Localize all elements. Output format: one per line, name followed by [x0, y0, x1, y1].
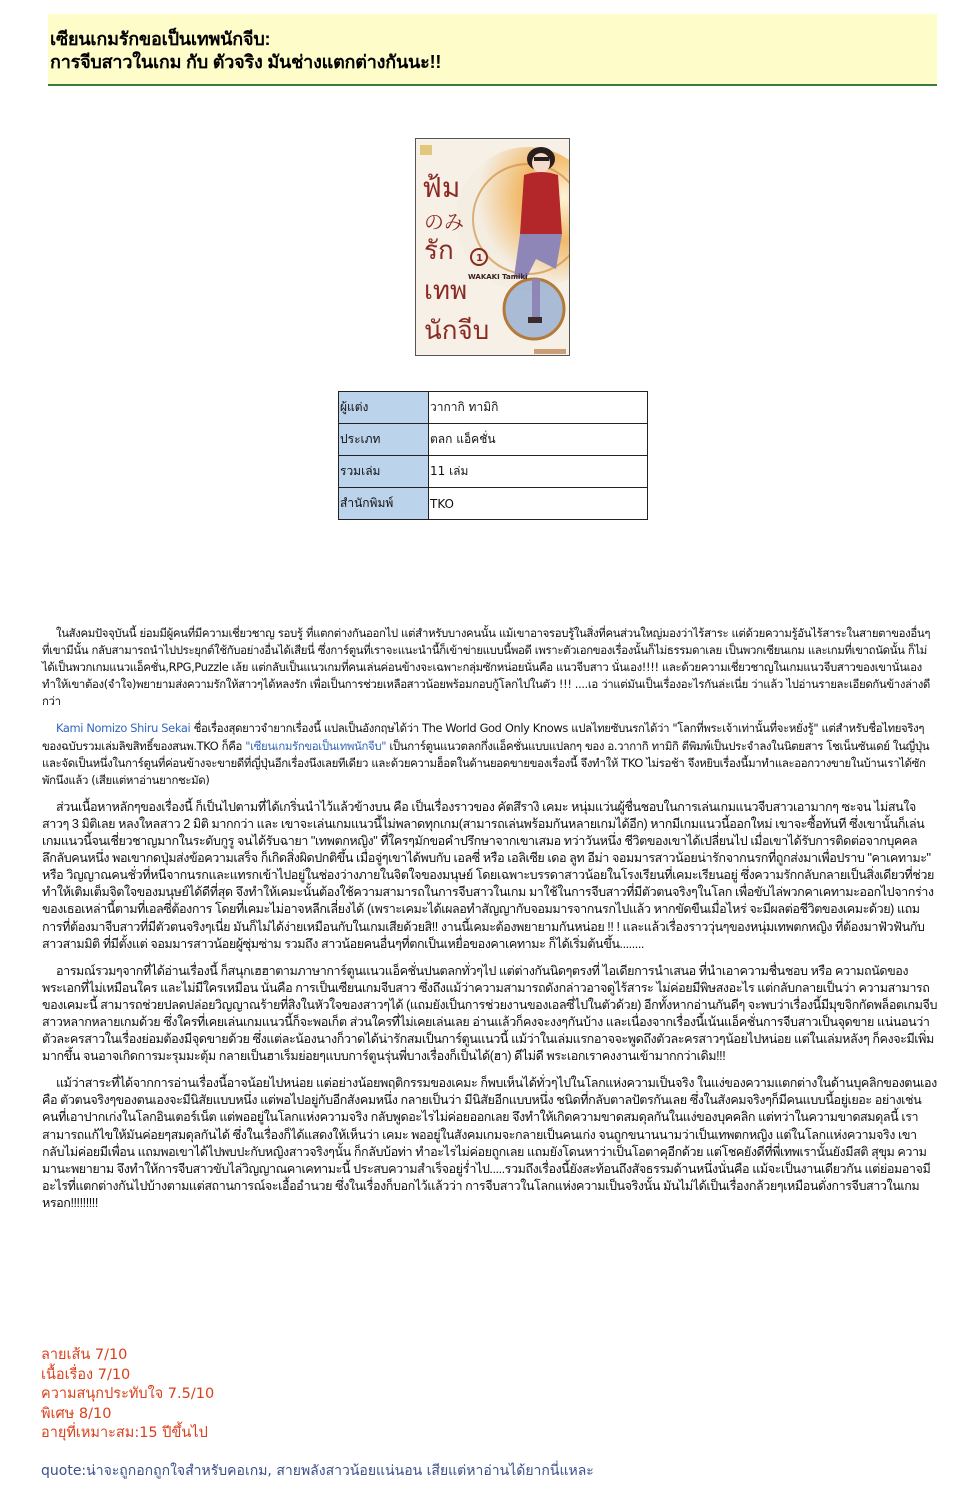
svg-text:ฟ้ม: ฟ้ม: [422, 171, 461, 204]
score-special: พิเศษ 8/10: [41, 1405, 112, 1422]
score-enjoyment: ความสนุกประทับใจ 7.5/10: [41, 1386, 215, 1403]
review-quote: quote:น่าจะถูกอกถูกใจสำหรับคอเกม, สายพลังสาวน้อยแน่นอน เสียแต่หาอ่านได้ยากนี่แหละ: [41, 1463, 594, 1479]
manga-cover-image: [415, 138, 570, 356]
svg-text:เทพ: เทพ: [424, 276, 468, 306]
paragraph-impression: อารมณ์รวมๆจากที่ได้อ่านเรื่องนี้ ก็สนุกเฮฮาตามภาษาการ์ตูนแนวแอ็คชั่นปนตลกทั่วๆไป แต่ต่างกันนิดๆตรงที่ ไอเดียการนำเสนอ ที่นำเอาความชื่นชอบ หรือ ความถนัดของพระเอกที่ไม่เหมือนใคร และไม่มีใครเหมือน นั่นคือ การเป็นเซียนเกมจีบสาว ซึ่งถึงแม้ว่าความสามารถดังกล่าวอาจดูไร้สาระ ไม่ค่อยมีพิษสงอะไร แต่กลับกลายเป็นว่า ความสามารถของเคมะนี้ สามารถช่วยปลดปล่อยวิญญาณร้ายที่สิงในหัวใจของสาวๆได้ (แถมยังเป็นการช่วยงานของเอลซี่ไปในตัวด้วย) อีกทั้งหากอ่านกันดีๆ จะพบว่าเรื่องนี้มีมุขจิกกัดพล็อตเกมจีบสาวหลากหลายเกมด้วย ซึ่งใครที่เคยเล่นเกมแนวนี้ก็จะพอเก็ต ส่วนใครที่ไม่เคยเล่นเลย อ่านแล้วก็คงจะงงๆกันบ้าง และเนื่องจากเรื่องนี้เน้นแอ็คชั่นการจีบสาวเป็นจุดขาย แน่นอนว่า ตัวละครสาวในเรื่องย่อมต้องมีจุดขายด้วย ซึ่งแต่ละน้องนางก็วาดได้น่ารักสมเป็นการ์ตูนแนวนี้ แม้ว่าในเล่มแรกอาจจะพูดถึงตัวละครสาวๆน้อยไปหน่อย แต่ในเล่มหลังๆ ก็คงจะมีเพิ่มมากขึ้น จนอาจเกิดการมะรุมมะตุ้ม กลายเป็นฮาเร็มย่อยๆแบบการ์ตูนรุ่นพี่บางเรื่องก็เป็นได้(ฮา) ดีไม่ดี พระเอกเราคงงานเข้ามากกว่าเดิม!!!: [42, 963, 938, 1064]
manga-info-table: [338, 391, 648, 520]
score-art: ลายเส้น 7/10: [41, 1347, 128, 1363]
info-value-genre: ตลก แอ็คชั่น: [429, 424, 648, 456]
info-value-volumes: 11 เล่ม: [429, 456, 648, 488]
paragraph-synopsis: ส่วนเนื้อหาหลักๆของเรื่องนี้ ก็เป็นไปตามที่ได้เกริ่นนำไว้แล้วข้างบน คือ เป็นเรื่องราวของ คัตสึรางิ เคมะ หนุ่มแว่นผู้ชื่นชอบในการเล่นเกมแนวจีบสาวเอามากๆ ซะจน ไม่สนใจสาวๆ 3 มิติเลย หลงใหลสาว 2 มิติ มากกว่า และ เขาจะเล่นเกมแนวนี้ไม่พลาดทุกเกม(สามารถเล่นพร้อมกันหลายเกมได้อีก) หากมีเกมแนวนี้ออกใหม่ เขาจะซื้อทันที ซึ่งเขานั้นก็เล่นเกมแนวนี้จนเชี่ยวชาญมากในระดับกูรู จนได้รับฉายา "เทพตกหญิง" ที่ใครๆมักขอคำปรึกษาจากเขาเสมอ ทว่าวันหนึ่ง ชีวิตของเขาได้เปลี่ยนไป เมื่อเขาได้รับการติดต่อจากบุคคลลึกลับคนหนึ่ง พอเขากดปุ่มส่งข้อความเสร็จ ก็เกิดสิ่งผิดปกติขึ้น เมื่อจู่ๆเขาได้พบกับ เอลซี่ หรือ เอลิเซีย เดอ ลูท อีม่า จอมมารสาวน้อยน่ารักจากนรกที่ถูกส่งมาเพื่อปราบ "คาเคทามะ" หรือ วิญญาณคนชั่วที่หนีจากนรกและแทรกเข้าไปอยู่ในช่องว่างภายในจิตใจของมนุษย์ โดยเฉพาะบรรดาสาวน้อยในโรงเรียนที่เคมะเรียนอยู่ ซึ่งความรักกลับกลายเป็นสิ่งเดียวที่ช่วยทำให้เติมเต็มจิตใจของมนุษย์ได้ดีที่สุด จึงทำให้เคมะนั้นต้องใช้ความสามารถในการจีบสาวในเกม มาใช้ในการจีบสาวที่มีตัวตนจริงๆในโลก เพื่อขับไล่พวกคาเคทามะออกไปจากร่างของเธอเหล่านี้ตามที่เอลซี่ต้องการ โดยที่เคมะไม่อาจหลีกเลี่ยงได้ (เพราะเคมะได้เผลอทำสัญญากับจอมมารจากนรกไปแล้ว หากขัดขืนเมื่อไหร่ จะมีผลต่อชีวิตของเคมะด้วย) แถมการที่ต้องมาจีบสาวที่มีตัวตนจริงๆเนี่ย มันก็ไม่ได้ง่ายเหมือนกับในเกมเสียด้วยสิ!! งานนี้เคมะต้องพยายามกันหน่อย !! ! และแล้วเรื่องราววุ่นๆของหนุ่มเทพตกหญิง ที่ต้องมาฟัวฟันกับสาวสามมิติ ที่มีตั้งแต่ จอมมารสาวน้อยผู้ซุ่มซ่าม รวมถึง สาวน้อยคนอื่นๆที่ตกเป็นเหยื่อของคาเคทามะ ก็ได้เริ่มต้นขึ้น........: [42, 799, 934, 951]
paragraph-intro: ในสังคมปัจจุบันนี้ ย่อมมีผู้คนที่มีความเชี่ยวชาญ รอบรู้ ที่แตกต่างกันออกไป แต่สำหรับบางคนนั้น แม้เขาอาจรอบรู้ในสิ่งที่คนส่วนใหญ่มองว่าไร้สาระ แต่ด้วยความรู้อันไร้สาระในสายตาของอื่นๆ ที่เขามีนั้น กลับสามารถนำไปประยุกต์ใช้กับอย่างอื่นได้เสียนี่ ซึ่งการ์ตูนที่เราจะแนะนำนี้ก็เข้าข่ายแบบนี้พอดี เพราะตัวเอกของเรื่องนั้นก็ไม่ธรรมดาเลย เป็นพวกเซียนเกม และเกมที่เขาถนัดนั้น ก็ไม่ได้เป็นพวกเกมแนวแอ็คชั่น,RPG,Puzzle เล้ย แต่กลับเป็นแนวเกมที่คนเล่นค่อนข้างจะเฉพาะกลุ่มซักหน่อยนั่นคือ แนวจีบสาว นั่นเอง!!!! และด้วยความเชี่ยวชาญในเกมแนวจีบสาวของเขานั่นเอง ทำให้เขาต้อง(จำใจ)พยายามส่งความรักให้สาวๆได้หลงรัก เพื่อเป็นการช่วยเหลือสาวน้อยพร้อมกอบกู้โลกไปในตัว !!! ....เอ ว่าแต่มันเป็นเรื่องอะไรกันล่ะเนี่ย ว่าแล้ว ไปอ่านรายละเอียดกันข้างล่างดีกว่า: [42, 626, 931, 709]
paragraph-title-info: [42, 720, 937, 788]
table-row: [339, 424, 648, 456]
table-row: [339, 456, 648, 488]
original-title-link[interactable]: Kami Nomizo Shiru Sekai: [56, 721, 191, 736]
cover-author-caption: WAKAKI Tamiki: [468, 273, 528, 281]
svg-text:のみ: のみ: [424, 210, 464, 234]
score-story: เนื้อเรื่อง 7/10: [41, 1366, 131, 1383]
page-title-line-2: การจีบสาวในเกม กับ ตัวจริง มันช่างแตกต่างกันนะ!!: [50, 52, 442, 72]
article-title-box: [48, 14, 937, 86]
info-label-volumes: รวมเล่ม: [339, 456, 429, 488]
svg-text:นักจีบ: นักจีบ: [424, 316, 490, 346]
info-value-publisher: TKO: [429, 488, 648, 520]
info-label-author: ผู้แต่ง: [339, 392, 429, 424]
suitable-age: อายุที่เหมาะสม:15 ปีขึ้นไป: [41, 1425, 208, 1442]
review-scores: [41, 1346, 214, 1444]
cover-volume-number: 1: [476, 253, 483, 264]
paragraph-text: เป็นการ์ตูนแนวตลกกึ่งแอ็คชั่นแบบแปลกๆ ของ อ.วากากิ ทามิกิ ตีพิมพ์เป็นประจำลงในนิตยสาร โชเน็นซันเดย์ ในญี่ปุ่น และจัดเป็นหนึ่งในการ์ตูนที่ค่อนข้างจะขายดีที่ญี่ปุ่นอีกเรื่องนึงเลยทีเดียว และด้วยความฮ็อตในด้านยอดขายของเรื่องนี้ จึงทำให้ TKO ไม่รอช้า จึงหยิบเรื่องนี้มาทำและออกวางขายในบ้านเราได้ซักพักนึงแล้ว (เสียแต่หาอ่านยากชะมัด): [42, 738, 930, 787]
thai-title-link[interactable]: "เซียนเกมรักขอเป็นเทพนักจีบ": [245, 738, 387, 753]
table-row: [339, 488, 648, 520]
manga-cover-illustration: [416, 139, 570, 356]
page-title-line-1: เซียนเกมรักขอเป็นเทพนักจีบ:: [50, 29, 271, 49]
svg-text:รัก: รัก: [424, 236, 454, 266]
info-label-publisher: สำนักพิมพ์: [339, 488, 429, 520]
review-article-body: [42, 625, 937, 1222]
paragraph-conclusion: แม้ว่าสาระที่ได้จากการอ่านเรื่องนี้อาจน้อยไปหน่อย แต่อย่างน้อยพฤติกรรมของเคมะ ก็พบเห็นได้ทั่วๆไปในโลกแห่งความเป็นจริง ในแง่ของความแตกต่างในด้านบุคลิกของตนเอง คือ ตัวตนจริงๆของตนเองจะมีนิสัยแบบหนึ่ง แต่พอไปอยู่กับอีกสังคมหนึ่ง กลายเป็นว่า มีนิสัยอีกแบบหนึ่ง ชนิดที่กลับตาลปัตรกันเลย ซึ่งในสังคมจริงๆก็มีคนแบบนี้อยู่เยอะ อย่างเช่น คนที่เอาปากเก่งในโลกอินเตอร์เน็ต แต่พออยู่ในโลกแห่งความจริง กลับพูดอะไรไม่ค่อยออกเลย จึงทำให้เกิดความขาดสมดุลกันในแง่ของบุคคลิก แต่ทว่าในความขาดสมดุลนี้ เราสามารถแก้ไขให้มันค่อยๆสมดุลกันได้ ซึ่งในเรื่องก็ได้แสดงให้เห็นว่า เคมะ พออยู่ในสังคมเกมจะกลายเป็นคนเก่ง จนถูกขนานนามว่าเป็นเทพตกหญิง แต่ในโลกแห่งความจริง เขากลับไม่ค่อยมีเพื่อน แถมพอเขาได้ไปพบปะกับหญิงสาวจริงๆนั้น ก็กลับบ้อท่า ทำอะไรไม่ค่อยถูกเลย แถมยังโดนหาว่าเป็นโอตาคุอีกด้วย แต่โชคยังดีที่พี่เทพเรานั้นยังมีสติ สุขุม ความมานะพยายาม จึงทำให้การจีบสาวขับไล่วิญญาณคาเคทามะนี้ ประสบความสำเร็จอยู่ร่ำไป.....รวมถึงเรื่องนี้ยังสะท้อนถึงสัจธรรมด้านหนึ่งนั่นคือ แม้จะเป็นงานเดียวกัน แต่ย่อมอาจมีอะไรที่แตกต่างกันไปบ้างตามแต่สถานการณ์จะเอื้ออำนวย ซึ่งในเรื่องก็บอกไว้แล้วว่า การจีบสาวในโลกแห่งความเป็นจริงนั้น มันไม่ได้เป็นเรื่องกล้วยๆเหมือนดั่งการจีบสาวในเกมหรอก!!!!!!!!!: [42, 1076, 937, 1210]
paragraph-text: ชื่อเรื่องสุดยาวจำยากเรื่องนี้ แปลเป็นอังกฤษได้ว่า The World God Only Knows แปลไทยซับนรกได้ว่า "โลกที่พระเจ้าเท่านั้นที่จะหยั่งรู้" แต่สำหรับชื่อไทยจริงๆของฉบับรวมเล่มลิขสิทธิ์ของสนพ.TKO ก็คือ: [42, 721, 925, 753]
table-row: [339, 392, 648, 424]
info-value-author: วากากิ ทามิกิ: [429, 392, 648, 424]
info-label-genre: ประเภท: [339, 424, 429, 456]
